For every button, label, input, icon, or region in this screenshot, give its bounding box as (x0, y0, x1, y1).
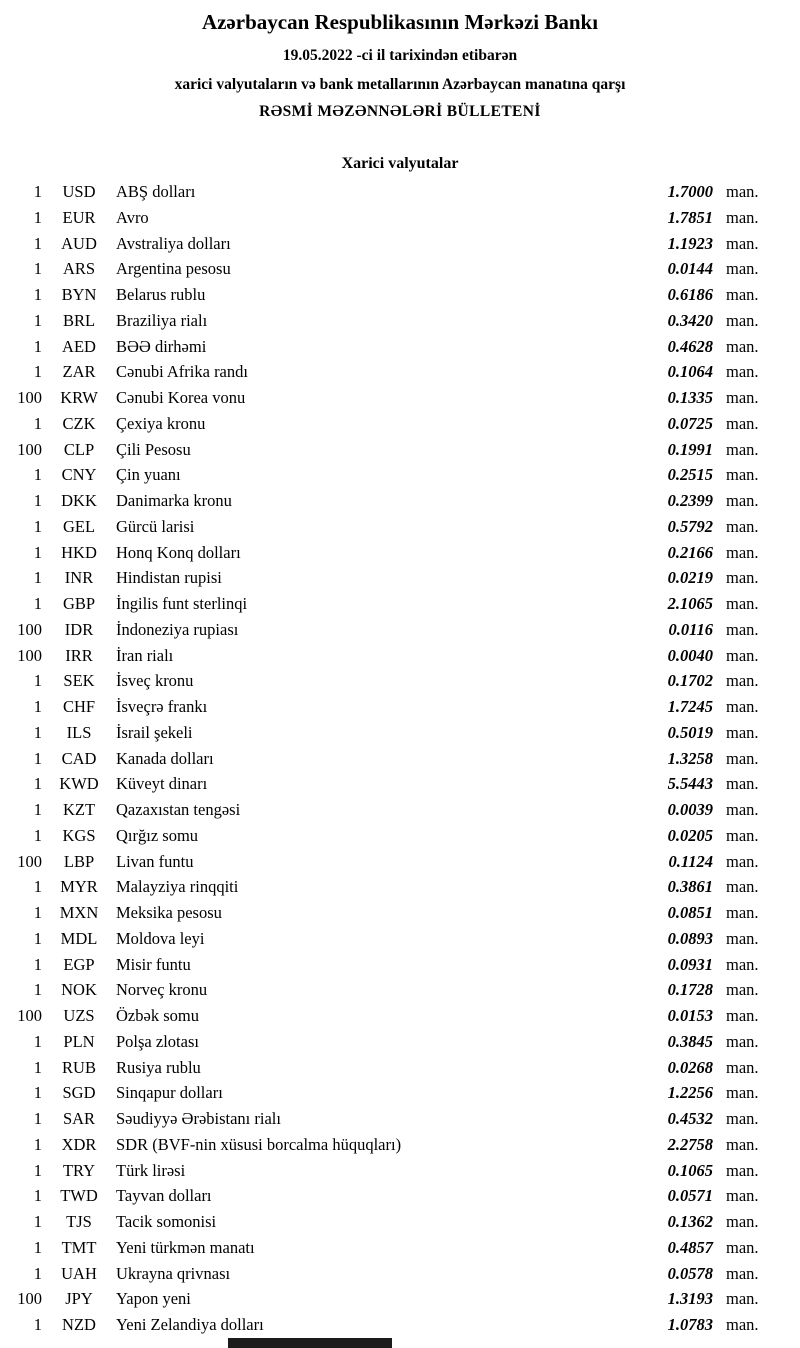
currency-code: PLN (63, 1031, 95, 1051)
currency-name: Meksika pesosu (116, 903, 222, 922)
unit-label: man. (726, 491, 759, 510)
quantity: 1 (33, 877, 42, 897)
currency-name: Honq Konq dolları (116, 542, 241, 562)
currency-code: GBP (62, 594, 96, 613)
quantity: 1 (33, 1212, 42, 1231)
currency-code: TJS (66, 1212, 92, 1231)
rate-value: 2.1065 (667, 594, 713, 613)
currency-name: Avstraliya dolları (116, 233, 231, 253)
currency-code: TWD (60, 1186, 98, 1206)
unit-label: man. (726, 1006, 759, 1025)
currency-name: Argentina pesosu (116, 259, 231, 279)
unit-label: man. (726, 1289, 759, 1309)
currency-name: Norveç kronu (116, 980, 208, 1000)
unit-label: man. (726, 697, 759, 716)
rate-row (0, 800, 800, 826)
currency-code: AED (62, 336, 96, 356)
rate-row (0, 1032, 800, 1058)
currency-name: Küveyt dinarı (116, 774, 208, 794)
currency-code: CAD (61, 748, 97, 768)
quantity: 1 (33, 697, 42, 716)
rate-row (0, 646, 800, 672)
rate-row (0, 362, 800, 388)
currency-code: MDL (60, 928, 98, 948)
rate-row (0, 440, 800, 466)
quantity: 1 (33, 491, 42, 510)
rate-row (0, 208, 800, 234)
unit-label: man. (726, 877, 759, 897)
currency-name: Çexiya kronu (116, 413, 206, 433)
unit-label: man. (726, 465, 759, 485)
unit-label: man. (726, 671, 759, 691)
quantity: 1 (33, 568, 42, 588)
currency-name: Tacik somonisi (116, 1212, 217, 1231)
currency-code: XDR (61, 1134, 97, 1154)
currency-code: NZD (62, 1315, 96, 1334)
rate-row (0, 723, 800, 749)
unit-label: man. (726, 1315, 759, 1334)
currency-code: USD (62, 182, 96, 201)
currency-code: KWD (59, 774, 99, 794)
rate-row (0, 955, 800, 981)
rate-value: 1.0783 (667, 1315, 713, 1334)
rate-value: 0.0851 (667, 903, 713, 922)
quantity: 100 (17, 619, 42, 639)
currency-code: SEK (63, 671, 95, 691)
page-title: Azərbaycan Respublikasının Mərkəzi Bankı (201, 10, 599, 34)
rate-value: 0.0931 (667, 954, 713, 974)
rate-row (0, 1264, 800, 1290)
currency-code: CLP (63, 439, 95, 459)
rate-value: 1.7851 (667, 207, 713, 227)
quantity: 1 (33, 954, 42, 974)
rate-row (0, 671, 800, 697)
bulletin-name-line: RƏSMİ MƏZƏNNƏLƏRİ BÜLLETENİ (259, 103, 541, 120)
currency-name: İndoneziya rupiası (116, 619, 239, 639)
quantity: 1 (33, 980, 42, 1000)
currency-name: Livan funtu (116, 851, 194, 871)
rate-row (0, 1161, 800, 1187)
currency-name: İran rialı (116, 645, 174, 665)
unit-label: man. (726, 388, 759, 407)
rate-value: 0.1065 (667, 1160, 713, 1180)
currency-code: MXN (59, 903, 99, 922)
effective-date-line: 19.05.2022 -ci il tarixindən etibarən (282, 47, 518, 64)
quantity: 100 (17, 851, 42, 871)
rate-value: 0.1728 (667, 980, 713, 1000)
quantity: 1 (33, 800, 42, 819)
rate-row (0, 517, 800, 543)
quantity: 1 (33, 1057, 42, 1077)
currency-code: GEL (62, 516, 96, 536)
rate-row (0, 182, 800, 208)
quantity: 1 (33, 1134, 42, 1154)
rate-value: 0.3845 (667, 1031, 713, 1051)
currency-name: Moldova leyi (116, 928, 205, 948)
quantity: 1 (33, 825, 42, 845)
quantity: 1 (33, 285, 42, 304)
rate-row (0, 852, 800, 878)
rate-row (0, 697, 800, 723)
quantity: 1 (33, 233, 42, 253)
unit-label: man. (726, 439, 759, 459)
unit-label: man. (726, 1263, 759, 1283)
rate-value: 5.5443 (667, 774, 713, 794)
currency-code: INR (64, 568, 94, 588)
currency-code: LBP (63, 851, 95, 871)
rate-row (0, 826, 800, 852)
rate-value: 0.5019 (667, 722, 713, 742)
unit-label: man. (726, 774, 759, 794)
rate-row (0, 620, 800, 646)
currency-name: Çin yuanı (116, 465, 181, 485)
unit-label: man. (726, 542, 759, 562)
rate-value: 0.1124 (668, 851, 713, 871)
unit-label: man. (726, 722, 759, 742)
unit-label: man. (726, 1237, 759, 1257)
quantity: 1 (33, 1031, 42, 1051)
currency-name: Yeni türkmən manatı (116, 1237, 255, 1257)
currency-name: Avro (116, 207, 149, 227)
currency-code: IDR (64, 619, 94, 639)
currency-code: CHF (62, 697, 96, 716)
rate-value: 2.2758 (667, 1134, 713, 1154)
exchange-rates-table (0, 182, 800, 1341)
rate-row (0, 465, 800, 491)
rate-row (0, 1212, 800, 1238)
rate-row (0, 285, 800, 311)
unit-label: man. (726, 362, 759, 382)
currency-code: TRY (62, 1160, 96, 1180)
quantity: 1 (33, 362, 42, 382)
rate-value: 0.2399 (667, 491, 713, 510)
quantity: 100 (17, 1006, 42, 1025)
section-heading-foreign-currencies: Xarici valyutalar (341, 155, 459, 172)
rate-row (0, 388, 800, 414)
quantity: 1 (33, 413, 42, 433)
currency-name: Polşa zlotası (116, 1031, 199, 1051)
unit-label: man. (726, 800, 759, 819)
currency-name: Belarus rublu (116, 285, 206, 304)
rate-row (0, 877, 800, 903)
rate-value: 0.2515 (667, 465, 713, 485)
rate-value: 0.1064 (667, 362, 713, 382)
currency-code: MYR (60, 877, 98, 897)
currency-code: TMT (61, 1237, 97, 1257)
currency-name: Misir funtu (116, 954, 191, 974)
rate-row (0, 1186, 800, 1212)
currency-code: ZAR (62, 362, 96, 382)
subtitle-scope-line: xarici valyutaların və bank metallarının Azərbaycan manatına qarşı (174, 76, 626, 93)
currency-code: ARS (62, 259, 96, 279)
quantity: 1 (33, 903, 42, 922)
rate-row (0, 1135, 800, 1161)
rate-row (0, 1238, 800, 1264)
currency-name: Çili Pesosu (116, 439, 191, 459)
quantity: 1 (33, 774, 42, 794)
quantity: 1 (33, 310, 42, 330)
rate-value: 0.6186 (667, 285, 713, 304)
quantity: 1 (33, 748, 42, 768)
rate-value: 1.2256 (667, 1083, 713, 1103)
unit-label: man. (726, 903, 759, 922)
currency-name: Səudiyyə Ərəbistanı rialı (116, 1109, 281, 1128)
unit-label: man. (726, 645, 759, 665)
rate-row (0, 311, 800, 337)
rate-value: 0.0144 (667, 259, 713, 279)
quantity: 1 (33, 594, 42, 613)
unit-label: man. (726, 233, 759, 253)
currency-code: HKD (61, 542, 97, 562)
quantity: 1 (33, 1186, 42, 1206)
rate-row (0, 1006, 800, 1032)
unit-label: man. (726, 980, 759, 1000)
rate-row (0, 1289, 800, 1315)
rate-value: 0.0578 (667, 1263, 713, 1283)
unit-label: man. (726, 182, 759, 201)
currency-code: BYN (61, 285, 97, 304)
rate-value: 1.3258 (667, 748, 713, 768)
rate-value: 0.4628 (667, 336, 713, 356)
currency-code: AUD (61, 233, 97, 253)
unit-label: man. (726, 568, 759, 588)
unit-label: man. (726, 825, 759, 845)
bottom-edge-bar (228, 1338, 392, 1348)
unit-label: man. (726, 1083, 759, 1103)
rate-value: 0.0893 (667, 928, 713, 948)
rate-row (0, 594, 800, 620)
rate-row (0, 543, 800, 569)
currency-name: Ukrayna qrivnası (116, 1263, 231, 1283)
currency-code: SGD (62, 1083, 96, 1103)
currency-name: Yapon yeni (116, 1289, 191, 1309)
quantity: 1 (33, 465, 42, 485)
unit-label: man. (726, 1057, 759, 1077)
rate-value: 0.4857 (667, 1237, 713, 1257)
rate-row (0, 1109, 800, 1135)
rate-value: 0.0040 (667, 645, 713, 665)
unit-label: man. (726, 954, 759, 974)
rate-value: 0.0571 (667, 1186, 713, 1206)
currency-name: Rusiya rublu (116, 1057, 201, 1077)
rate-row (0, 980, 800, 1006)
currency-name: Kanada dolları (116, 748, 214, 768)
currency-code: IRR (65, 645, 93, 665)
rate-row (0, 259, 800, 285)
currency-code: CNY (61, 465, 97, 485)
rate-value: 0.1702 (667, 671, 713, 691)
rate-row (0, 1315, 800, 1341)
unit-label: man. (726, 851, 759, 871)
unit-label: man. (726, 413, 759, 433)
currency-code: NOK (61, 980, 97, 1000)
unit-label: man. (726, 285, 759, 304)
bulletin-header (0, 0, 800, 122)
currency-code: RUB (62, 1057, 96, 1077)
unit-label: man. (726, 310, 759, 330)
quantity: 1 (33, 336, 42, 356)
currency-code: SAR (62, 1109, 96, 1128)
rate-row (0, 491, 800, 517)
currency-name: Gürcü larisi (116, 516, 195, 536)
quantity: 1 (33, 1109, 42, 1128)
unit-label: man. (726, 207, 759, 227)
rate-row (0, 929, 800, 955)
currency-name: SDR (BVF-nin xüsusi borcalma hüquqları) (116, 1134, 402, 1154)
rate-value: 1.7000 (667, 182, 713, 201)
quantity: 100 (17, 388, 42, 407)
currency-name: Türk lirəsi (116, 1160, 186, 1180)
currency-name: BƏƏ dirhəmi (116, 336, 207, 356)
unit-label: man. (726, 336, 759, 356)
currency-code: JPY (65, 1289, 93, 1309)
unit-label: man. (726, 1212, 759, 1231)
currency-name: Özbək somu (116, 1006, 199, 1025)
quantity: 1 (33, 259, 42, 279)
quantity: 1 (33, 722, 42, 742)
rate-row (0, 903, 800, 929)
rate-value: 0.2166 (667, 542, 713, 562)
currency-code: ILS (66, 722, 92, 742)
rate-value: 0.1335 (667, 388, 713, 407)
currency-name: Braziliya rialı (116, 310, 208, 330)
rate-row (0, 749, 800, 775)
rate-value: 0.0725 (667, 413, 713, 433)
rate-row (0, 1083, 800, 1109)
currency-code: CZK (62, 413, 96, 433)
rate-value: 0.3420 (667, 310, 713, 330)
rate-value: 0.1362 (667, 1212, 713, 1231)
unit-label: man. (726, 1031, 759, 1051)
currency-name: Cənubi Afrika randı (116, 362, 248, 382)
quantity: 1 (33, 928, 42, 948)
currency-name: İngilis funt sterlinqi (116, 594, 248, 613)
currency-name: İsrail şekeli (116, 722, 193, 742)
rate-row (0, 568, 800, 594)
unit-label: man. (726, 928, 759, 948)
unit-label: man. (726, 748, 759, 768)
currency-code: EUR (62, 207, 96, 227)
rate-value: 0.0153 (667, 1006, 713, 1025)
quantity: 1 (33, 671, 42, 691)
rate-value: 0.0268 (667, 1057, 713, 1077)
currency-name: Yeni Zelandiya dolları (116, 1315, 264, 1334)
rate-row (0, 774, 800, 800)
rate-value: 0.1991 (667, 439, 713, 459)
quantity: 1 (33, 207, 42, 227)
rate-value: 0.5792 (667, 516, 713, 536)
quantity: 1 (33, 1237, 42, 1257)
unit-label: man. (726, 1109, 759, 1128)
currency-name: ABŞ dolları (116, 182, 196, 201)
unit-label: man. (726, 1186, 759, 1206)
currency-name: Danimarka kronu (116, 491, 232, 510)
quantity: 100 (17, 645, 42, 665)
rate-value: 0.0116 (668, 619, 713, 639)
currency-code: UAH (61, 1263, 97, 1283)
unit-label: man. (726, 516, 759, 536)
quantity: 1 (33, 542, 42, 562)
unit-label: man. (726, 1134, 759, 1154)
currency-name: Tayvan dolları (116, 1186, 212, 1206)
rate-value: 0.3861 (667, 877, 713, 897)
quantity: 1 (33, 1315, 42, 1334)
currency-code: UZS (63, 1006, 95, 1025)
currency-code: DKK (61, 491, 97, 510)
rate-row (0, 337, 800, 363)
rate-value: 1.3193 (667, 1289, 713, 1309)
rate-row (0, 234, 800, 260)
rate-value: 1.7245 (667, 697, 713, 716)
quantity: 1 (33, 182, 42, 201)
unit-label: man. (726, 594, 759, 613)
unit-label: man. (726, 1160, 759, 1180)
currency-name: Qazaxıstan tengəsi (116, 800, 241, 819)
quantity: 1 (33, 1083, 42, 1103)
rate-row (0, 1058, 800, 1084)
rate-row (0, 414, 800, 440)
unit-label: man. (726, 259, 759, 279)
currency-name: Qırğız somu (116, 825, 199, 845)
currency-name: İsveç kronu (116, 671, 194, 691)
quantity: 1 (33, 516, 42, 536)
currency-code: KRW (60, 388, 98, 407)
quantity: 1 (33, 1263, 42, 1283)
currency-name: İsveçrə frankı (116, 697, 208, 716)
currency-code: KGS (62, 825, 96, 845)
currency-code: BRL (62, 310, 96, 330)
currency-name: Cənubi Korea vonu (116, 388, 246, 407)
rate-value: 0.0039 (667, 800, 713, 819)
rate-value: 0.0205 (667, 825, 713, 845)
unit-label: man. (726, 619, 759, 639)
quantity: 100 (17, 1289, 42, 1309)
quantity: 100 (17, 439, 42, 459)
currency-name: Hindistan rupisi (116, 568, 222, 588)
currency-code: KZT (62, 800, 96, 819)
currency-name: Sinqapur dolları (116, 1083, 223, 1103)
rate-value: 1.1923 (667, 233, 713, 253)
rate-value: 0.4532 (667, 1109, 713, 1128)
currency-code: EGP (63, 954, 95, 974)
quantity: 1 (33, 1160, 42, 1180)
rate-value: 0.0219 (667, 568, 713, 588)
currency-name: Malayziya rinqqiti (116, 877, 239, 897)
